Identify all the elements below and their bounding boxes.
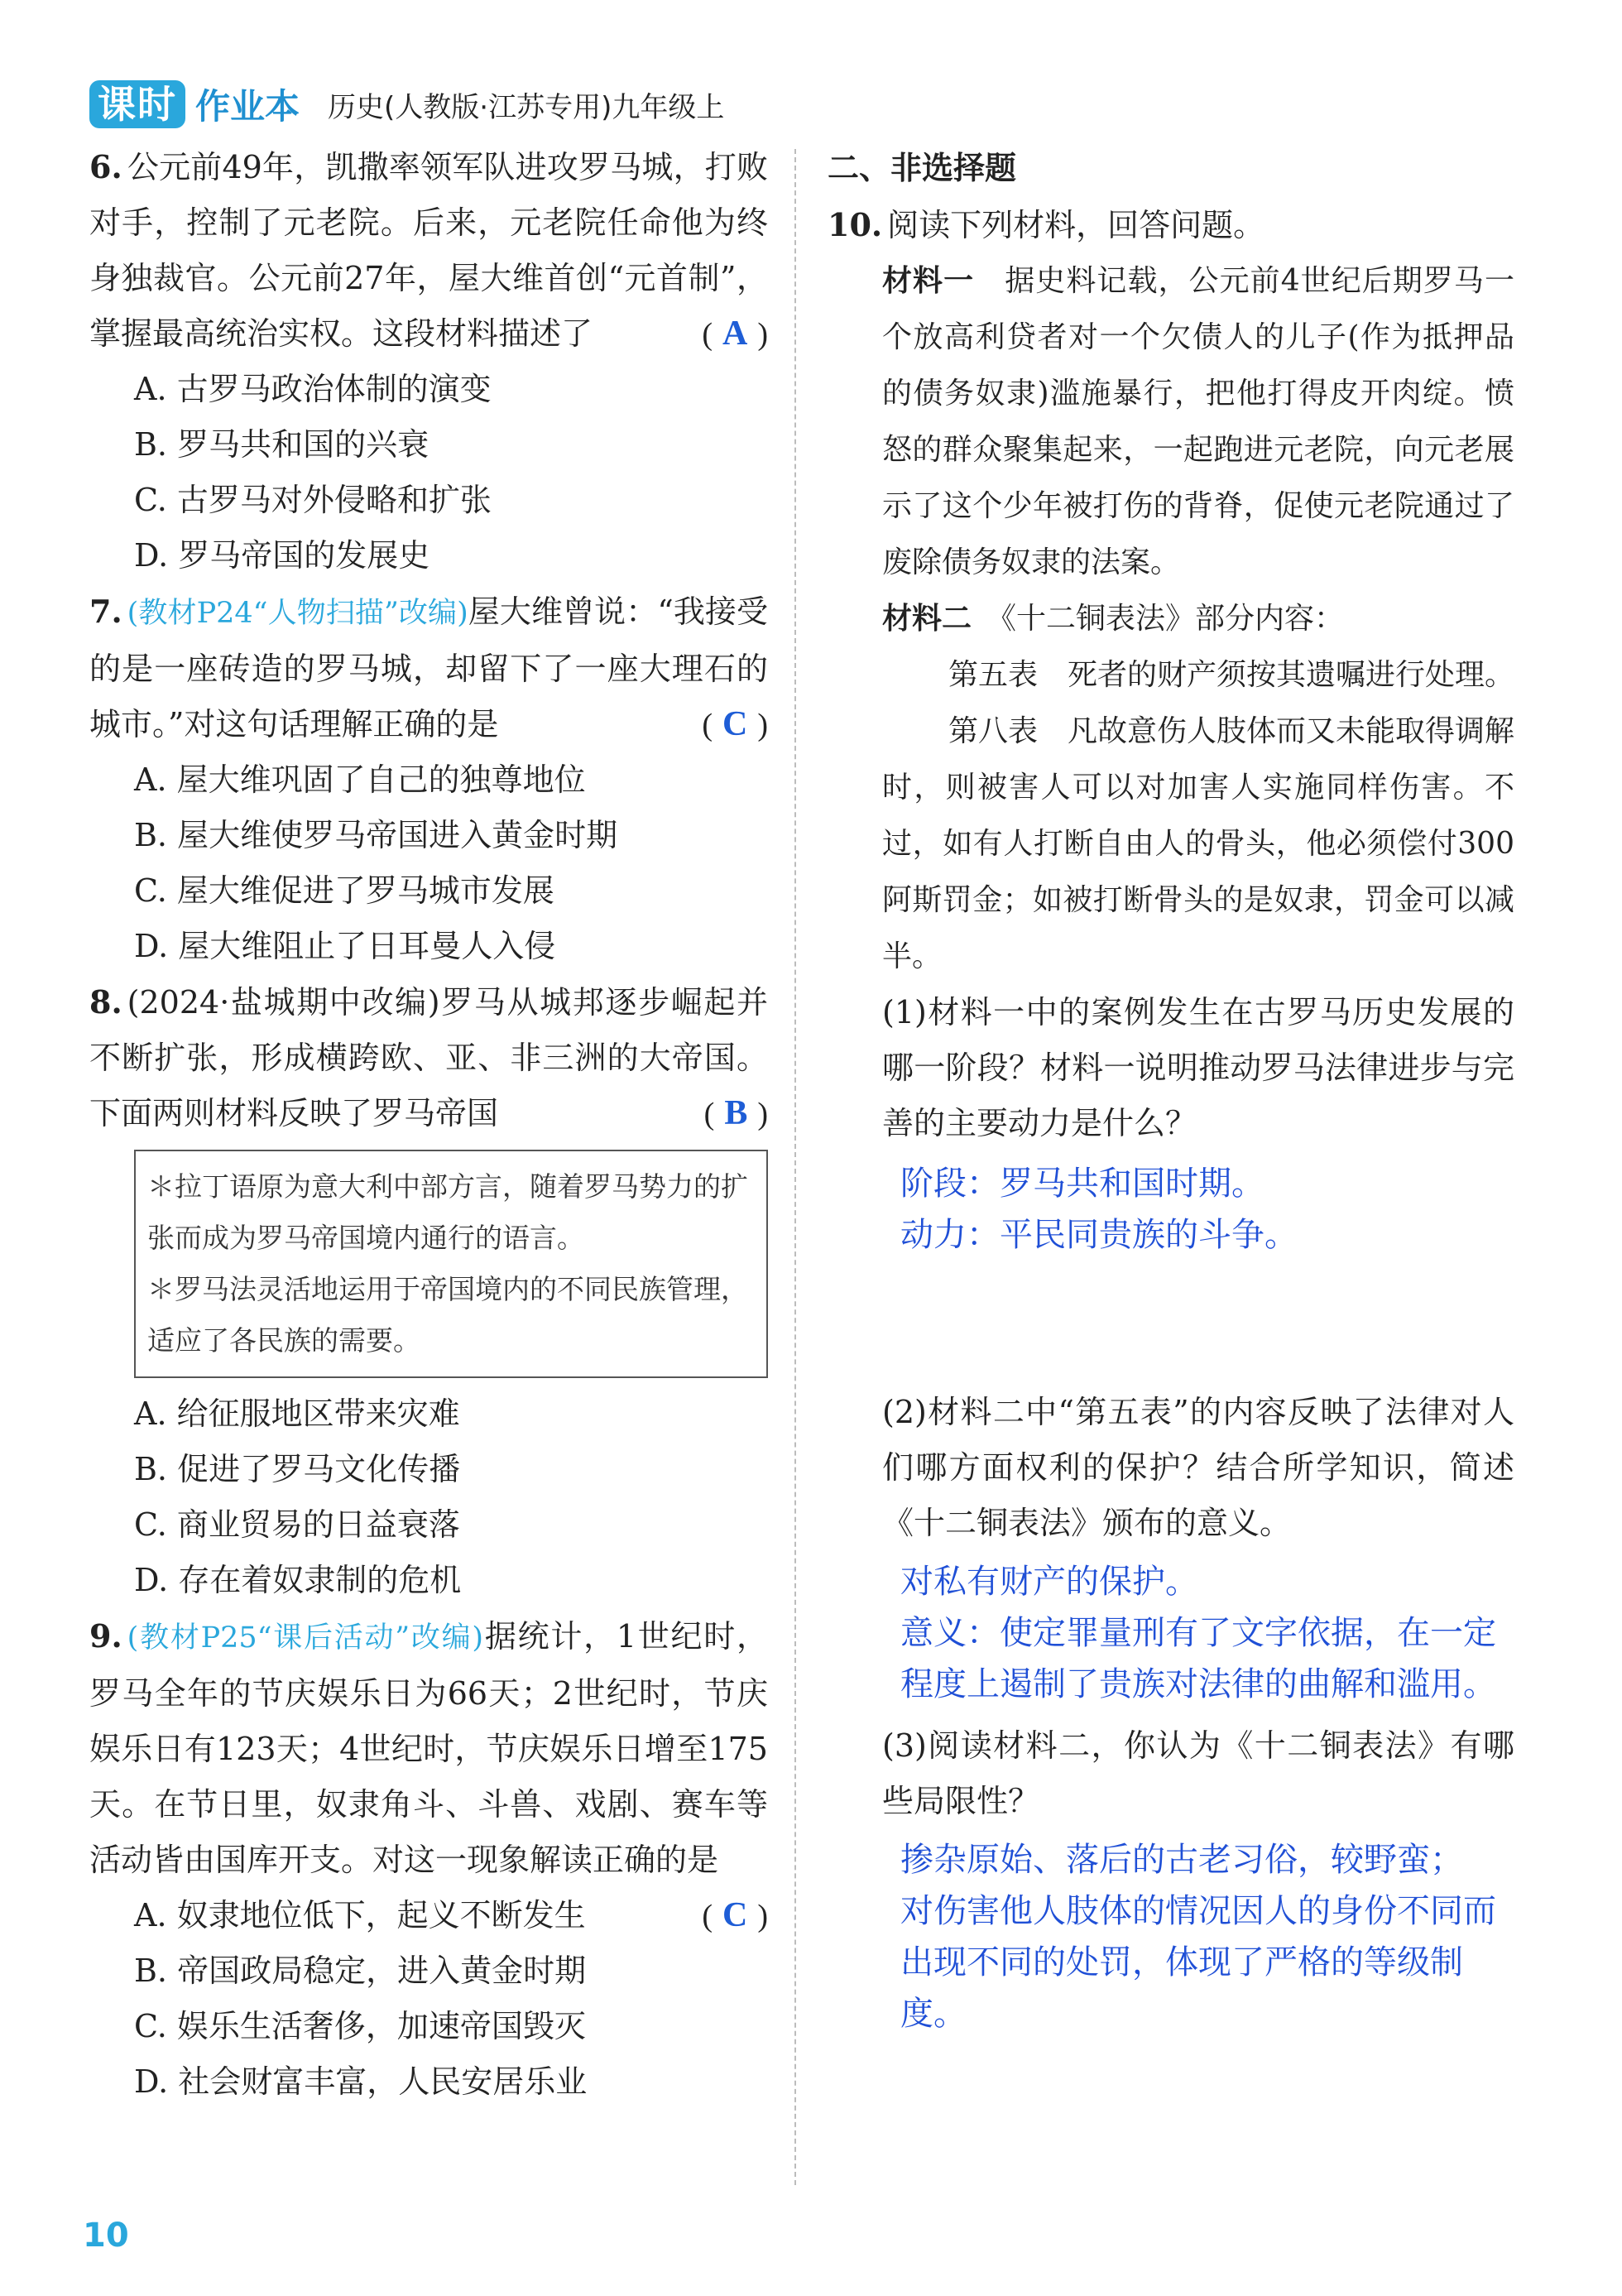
option: D. 罗马帝国的发展史 [134, 537, 430, 574]
sub-question-2: (2)材料二中“第五表”的内容反映了法律对人们哪方面权利的保护？结合所学知识，简述《十二铜表法》颁布的意义。 [882, 1394, 1514, 1541]
answer-line: 对私有财产的保护。 [900, 1563, 1198, 1601]
question-text: 屋大维曾说：“我接受的是一座砖造的罗马城，却留下了一座大理石的城市。”对这句话理解正确的是 [89, 593, 768, 742]
option: B. 屋大维使罗马帝国进入黄金时期 [134, 817, 618, 853]
material-label: 材料一 [882, 264, 975, 298]
subject-title: 历史(人教版·江苏专用)九年级上 [328, 90, 725, 124]
material-intro: 《十二铜表法》部分内容： [1001, 602, 1345, 636]
handwritten-answer [828, 1158, 1514, 1261]
page-header [89, 79, 724, 129]
answer-mark: C [722, 705, 748, 743]
material-paragraph: 第五表 死者的财产须按其遗嘱进行处理。 [948, 658, 1515, 692]
answer-blank: ( A ) [702, 315, 768, 353]
option: D. 社会财富丰富，人民安居乐业 [134, 2063, 588, 2100]
answer-mark: C [722, 1896, 748, 1934]
answer-line: 掺杂原始、落后的古老习俗，较野蛮； [900, 1841, 1463, 1879]
question-text: 阅读下列材料，回答问题。 [887, 207, 1265, 243]
question-source: (教材P24“人物扫描”改编) [127, 597, 468, 630]
question-text: 公元前49年，凯撒率领军队进攻罗马城，打败对手，控制了元老院。后来，元老院任命他为终身独裁官。公元前27年，屋大维首创“元首制”，掌握最高统治实权。这段材料描述了 [89, 149, 768, 352]
left-column [89, 139, 768, 2110]
right-column [828, 139, 1514, 2039]
option: A. 给征服地区带来灾难 [134, 1395, 460, 1432]
question-text: 据统计，1世纪时，罗马全年的节庆娱乐日为66天；2世纪时，节庆娱乐日有123天；4世纪时，节庆娱乐日增至175天。在节日里，奴隶角斗、斗兽、戏剧、赛车等活动皆由国库开支。对这一现象解读正确的是 [89, 1618, 769, 1878]
material-paragraph: 第八表 凡故意伤人肢体而又未能取得调解时，则被害人可以对加害人实施同样伤害。不过，如有人打断自由人的骨头，他必须偿付300阿斯罚金；如被打断骨头的是奴隶，罚金可以减半。 [882, 714, 1515, 973]
question-6: 6. 公元前49年，凯撒率领军队进攻罗马城，打败对手，控制了元老院。后来，元老院任命他为终身独裁官。公元前27年，屋大维首创“元首制”，掌握最高统治实权。这段材料描述了 ( A ) [89, 139, 768, 362]
section-title: 二、非选择题 [828, 150, 1017, 186]
answer-line: 动力：平民同贵族的斗争。 [900, 1216, 1298, 1254]
sub-question-3: (3)阅读材料二，你认为《十二铜表法》有哪些局限性？ [882, 1727, 1514, 1819]
sub-question-1: (1)材料一中的案例发生在古罗马历史发展的哪一阶段？材料一说明推动罗马法律进步与完善的主要动力是什么？ [882, 994, 1514, 1141]
logo: 课时 [89, 80, 185, 128]
handwritten-answer [828, 1834, 1514, 2039]
column-divider [794, 149, 796, 2185]
option: B. 促进了罗马文化传播 [134, 1451, 461, 1487]
answer-blank: ( C ) [702, 705, 768, 743]
material-two [828, 591, 1514, 985]
material-box [134, 1150, 768, 1378]
option: D. 存在着奴隶制的危机 [134, 1562, 462, 1598]
option: C. 屋大维促进了罗马城市发展 [134, 872, 554, 909]
page-number: 10 [83, 2217, 129, 2255]
option: C. 娱乐生活奢侈，加速帝国毁灭 [134, 2008, 586, 2044]
answer-line: 意义：使定罪量刑有了文字依据，在一定程度上遏制了贵族对法律的曲解和滥用。 [900, 1614, 1496, 1703]
brand-title: 作业本 [195, 86, 300, 127]
option: C. 商业贸易的日益衰落 [134, 1506, 460, 1543]
question-10: 10. 阅读下列材料，回答问题。 [828, 206, 1265, 243]
option: A. 奴隶地位低下，起义不断发生 [134, 1897, 586, 1933]
answer-blank: ( B ) [703, 1094, 768, 1132]
option: D. 屋大维阻止了日耳曼人入侵 [134, 928, 556, 964]
question-8: 8. (2024·盐城期中改编)罗马从城邦逐步崛起并不断扩张，形成横跨欧、亚、非三洲的大帝国。下面两则材料反映了罗马帝国 ( B ) [89, 974, 768, 1141]
option: C. 古罗马对外侵略和扩张 [134, 482, 492, 518]
answer-line: 对伤害他人肢体的情况因人的身份不同而出现不同的处罚，体现了严格的等级制度。 [900, 1892, 1496, 2033]
question-7: 7. (教材P24“人物扫描”改编)屋大维曾说：“我接受的是一座砖造的罗马城，却留下了一座大理石的城市。”对这句话理解正确的是 ( C ) [89, 584, 768, 752]
question-text: (2024·盐城期中改编)罗马从城邦逐步崛起并不断扩张，形成横跨欧、亚、非三洲的大帝国。下面两则材料反映了罗马帝国 [89, 984, 768, 1131]
material-item: ＊拉丁语原为意大利中部方言，随着罗马势力的扩张而成为罗马帝国境内通行的语言。 [147, 1170, 748, 1254]
option: B. 帝国政局稳定，进入黄金时期 [134, 1953, 587, 1989]
material-item: ＊罗马法灵活地运用于帝国境内的不同民族管理，适应了各民族的需要。 [147, 1273, 748, 1357]
question-source: (教材P25“课后活动”改编) [127, 1621, 484, 1655]
answer-line: 阶段：罗马共和国时期。 [900, 1165, 1264, 1203]
material-text: 据史料记载，公元前4世纪后期罗马一个放高利贷者对一个欠债人的儿子(作为抵押品的债务奴隶)滥施暴行，把他打得皮开肉绽。愤怒的群众聚集起来，一起跑进元老院，向元老展示了这个少年被打伤的背脊，促使元老院通过了废除债务奴隶的法案。 [882, 264, 1514, 579]
option: A. 屋大维巩固了自己的独尊地位 [134, 761, 586, 798]
material-one [828, 253, 1514, 591]
question-9: 9. (教材P25“课后活动”改编)据统计，1世纪时，罗马全年的节庆娱乐日为66天；2世纪时，节庆娱乐日有123天；4世纪时，节庆娱乐日增至175天。在节日里，奴隶角斗、斗兽、戏剧、赛车等活动皆由国库开支。对这一现象解读正确的是 ( C ) [89, 1608, 768, 1888]
handwritten-answer [828, 1556, 1514, 1710]
answer-mark: A [722, 315, 748, 353]
material-label: 材料二 [882, 602, 972, 636]
answer-blank: ( C ) [702, 1896, 768, 1934]
option: A. 古罗马政治体制的演变 [134, 371, 492, 407]
option: B. 罗马共和国的兴衰 [134, 426, 429, 463]
answer-mark: B [724, 1094, 748, 1132]
